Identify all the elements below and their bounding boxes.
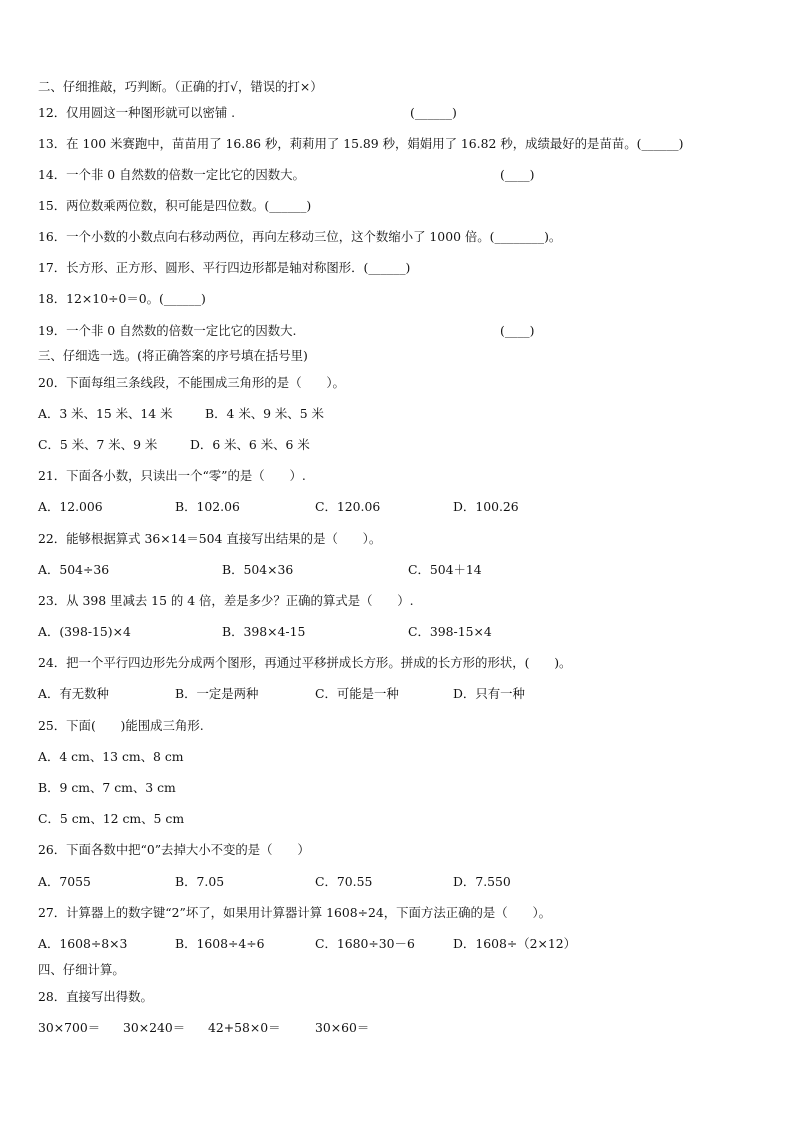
q21-option-d: D．100.26	[453, 499, 519, 514]
section-2-heading: 二、仔细推敲，巧判断。（正确的打√，错误的打×）	[38, 79, 323, 94]
q21-option-b: B．102.06	[175, 499, 240, 514]
question-18: 18．12×10÷0＝0。(______)	[38, 291, 206, 306]
q20-option-a: A．3 米、15 米、14 米	[38, 406, 173, 421]
q26-option-a: A．7055	[38, 874, 91, 889]
question-14: 14．一个非 0 自然数的倍数一定比它的因数大。	[38, 167, 305, 182]
q22-option-c: C．504＋14	[408, 562, 482, 577]
calc-item-3: 42+58×0＝	[208, 1020, 281, 1035]
question-28: 28．直接写出得数。	[38, 989, 153, 1004]
question-21: 21．下面各小数，只读出一个“零”的是（ ）.	[38, 468, 306, 483]
question-20: 20．下面每组三条线段，不能围成三角形的是（ ）。	[38, 375, 345, 390]
q27-option-d: D．1608÷（2×12）	[453, 936, 577, 951]
q27-option-c: C．1680÷30－6	[315, 936, 415, 951]
q22-option-a: A．504÷36	[38, 562, 110, 577]
q24-option-b: B．一定是两种	[175, 686, 259, 701]
question-26: 26．下面各数中把“0”去掉大小不变的是（ ）	[38, 842, 310, 857]
answer-blank-14[interactable]: (____)	[500, 167, 535, 182]
q20-option-c: C．5 米、7 米、9 米	[38, 437, 158, 452]
question-25: 25．下面( )能围成三角形.	[38, 718, 204, 733]
section-3-heading: 三、仔细选一选。(将正确答案的序号填在括号里)	[38, 348, 308, 363]
q25-option-c: C．5 cm、12 cm、5 cm	[38, 811, 185, 826]
q23-option-b: B．398×4-15	[222, 624, 306, 639]
q21-option-a: A．12.006	[38, 499, 103, 514]
q27-option-b: B．1608÷4÷6	[175, 936, 265, 951]
question-23: 23．从 398 里减去 15 的 4 倍，差是多少？正确的算式是（ ）.	[38, 593, 414, 608]
question-27: 27．计算器上的数字键“2”坏了，如果用计算器计算 1608÷24，下面方法正确的是（ ）。	[38, 905, 552, 920]
question-19: 19．一个非 0 自然数的倍数一定比它的因数大.	[38, 323, 297, 338]
question-13: 13．在 100 米赛跑中，苗苗用了 16.86 秒，莉莉用了 15.89 秒，娟娟用了 16.82 秒，成绩最好的是苗苗。(______)	[38, 136, 684, 151]
calc-item-2: 30×240＝	[123, 1020, 186, 1035]
section-4-heading: 四、仔细计算。	[38, 962, 125, 977]
q23-option-a: A．(398-15)×4	[38, 624, 131, 639]
question-15: 15．两位数乘两位数，积可能是四位数。(______)	[38, 198, 312, 213]
q20-option-b: B．4 米、9 米、5 米	[205, 406, 324, 421]
question-22: 22．能够根据算式 36×14＝504 直接写出结果的是（ ）。	[38, 531, 382, 546]
question-17: 17．长方形、正方形、圆形、平行四边形都是轴对称图形．(______)	[38, 260, 411, 275]
q24-option-a: A．有无数种	[38, 686, 109, 701]
q27-option-a: A．1608÷8×3	[38, 936, 128, 951]
calc-item-4: 30×60＝	[315, 1020, 370, 1035]
question-12: 12．仅用圆这一种图形就可以密铺 .	[38, 105, 236, 120]
q26-option-c: C．70.55	[315, 874, 373, 889]
answer-blank-12[interactable]: (______)	[410, 105, 457, 120]
question-24: 24．把一个平行四边形先分成两个图形，再通过平移拼成长方形。拼成的长方形的形状，( )。	[38, 655, 572, 670]
q21-option-c: C．120.06	[315, 499, 381, 514]
q25-option-a: A．4 cm、13 cm、8 cm	[38, 749, 184, 764]
q25-option-b: B．9 cm、7 cm、3 cm	[38, 780, 176, 795]
q23-option-c: C．398-15×4	[408, 624, 492, 639]
q26-option-b: B．7.05	[175, 874, 225, 889]
q22-option-b: B．504×36	[222, 562, 294, 577]
q26-option-d: D．7.550	[453, 874, 511, 889]
q20-option-d: D．6 米、6 米、6 米	[190, 437, 310, 452]
answer-blank-19[interactable]: (____)	[500, 323, 535, 338]
q24-option-d: D．只有一种	[453, 686, 525, 701]
question-16: 16．一个小数的小数点向右移动两位，再向左移动三位，这个数缩小了 1000 倍。(________)。	[38, 229, 562, 244]
calc-item-1: 30×700＝	[38, 1020, 101, 1035]
q24-option-c: C．可能是一种	[315, 686, 399, 701]
